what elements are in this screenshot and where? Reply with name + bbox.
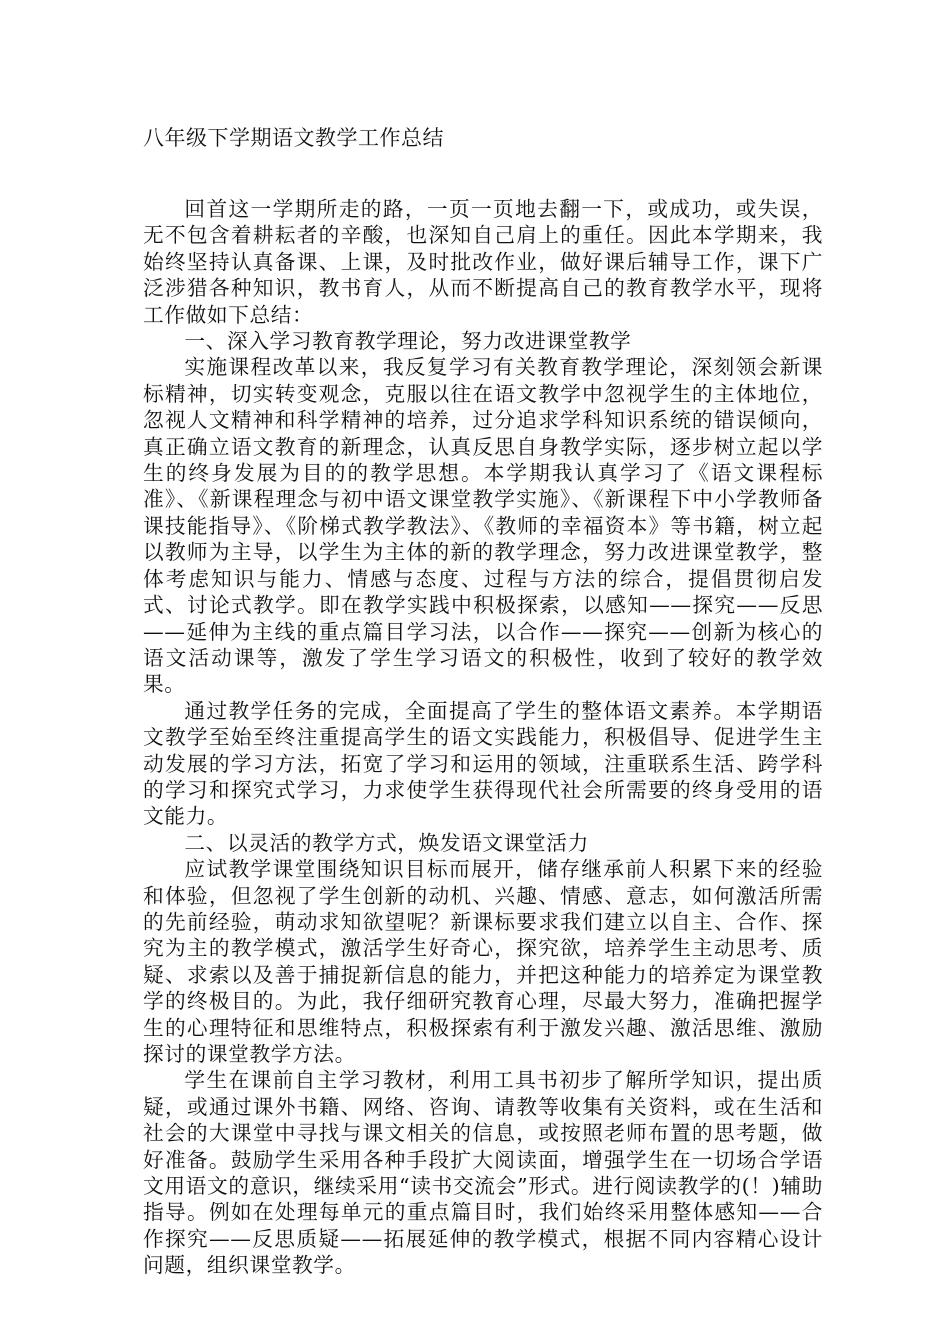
paragraph-theory: 实施课程改革以来，我反复学习有关教育教学理论，深刻领会新课标精神，切实转变观念，克服以往在语文教学中忽视学生的主体地位，忽视人文精神和科学精神的培养，过分追求学科知识系统的错误倾向，真正确立语文教育的新理念，认真反思自身教学实际，逐步树立起以学生的终身发展为目的的教学思想。本学期我认真学习了《语文课程标准》、《新课程理念与初中语文课堂教学实施》、《新课程下中小学教师备课技能指导》、《阶梯式教学教法》、《教师的幸福资本》等书籍，树立起以教师为主导，以学生为主体的新的教学理念，努力改进课堂教学，整体考虑知识与能力、情感与态度、过程与方法的综合，提倡贯彻启发式、讨论式教学。即在教学实践中积极探索，以感知——探究——反思——延伸为主线的重点篇目学习法，以合作——探究——创新为核心的语文活动课等，激发了学生学习语文的积极性，收到了较好的教学效果。	[143, 355, 823, 697]
document-body	[143, 196, 823, 1279]
section-heading-2: 二、以灵活的教学方式，焕发语文课堂活力	[184, 830, 589, 855]
paragraph-intro: 回首这一学期所走的路，一页一页地去翻一下，或成功，或失误，无不包含着耕耘者的辛酸，也深知自己肩上的重任。因此本学期来，我始终坚持认真备课、上课，及时批改作业，做好课后辅导工作，课下广泛涉猎各种知识，教书育人，从而不断提高自己的教育教学水平，现将工作做如下总结：	[143, 197, 823, 327]
paragraph-literacy: 通过教学任务的完成，全面提高了学生的整体语文素养。本学期语文教学至始至终注重提高学生的语文实践能力，积极倡导、促进学生主动发展的学习方法，拓宽了学习和运用的领域，注重联系生活、跨学科的学习和探究式学习，力求使学生获得现代社会所需要的终身受用的语文能力。	[143, 698, 823, 829]
paragraph-self-study: 学生在课前自主学习教材，利用工具书初步了解所学知识，提出质疑，或通过课外书籍、网络、咨询、请教等收集有关资料，或在生活和社会的大课堂中寻找与课文相关的信息，或按照老师布置的思考题，做好准备。鼓励学生采用各种手段扩大阅读面，增强学生在一切场合学语文用语文的意识，继续采用“读书交流会”形式。进行阅读教学的(！)辅助指导。例如在处理每单元的重点篇目时，我们始终采用整体感知——合作探究——反思质疑——拓展延伸的教学模式，根据不同内容精心设计问题，组织课堂教学。	[143, 1068, 823, 1278]
paragraph-methods: 应试教学课堂围绕知识目标而展开，储存继承前人积累下来的经验和体验，但忽视了学生创新的动机、兴趣、情感、意志，如何激活所需的先前经验，萌动求知欲望呢？新课标要求我们建立以自主、合作、探究为主的教学模式，激活学生好奇心，探究欲，培养学生主动思考、质疑、求索以及善于捕捉新信息的能力，并把这种能力的培养定为课堂教学的终极目的。为此，我仔细研究教育心理，尽最大努力，准确把握学生的心理特征和思维特点，积极探索有利于激发兴趣、激活思维、激励探讨的课堂教学方法。	[143, 857, 823, 1066]
document-title: 八年级下学期语文教学工作总结	[143, 126, 444, 150]
section-heading-1: 一、深入学习教育教学理论，努力改进课堂教学	[184, 329, 632, 354]
